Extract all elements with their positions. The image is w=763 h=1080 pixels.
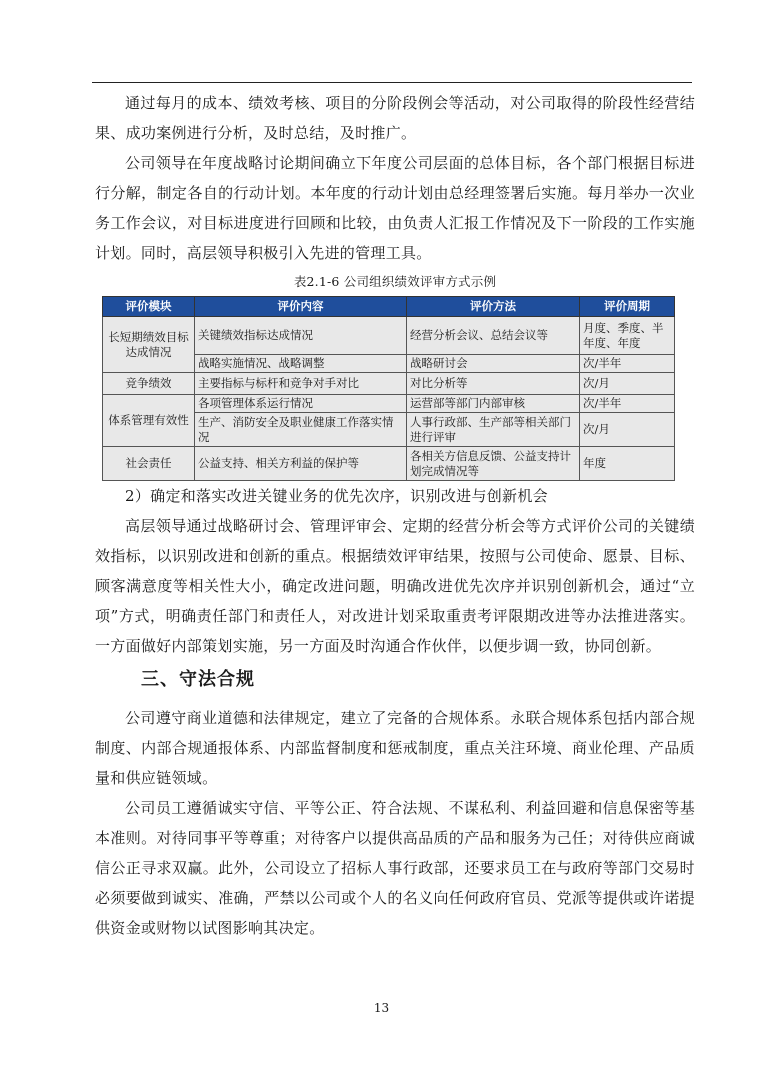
table-cell-cycle: 次/半年 (580, 355, 675, 373)
table-cell-method: 经营分析会议、总结会议等 (407, 317, 580, 355)
section-title: 三、守法合规 (141, 669, 255, 690)
table-cell-cycle: 年度 (580, 447, 675, 481)
table-caption: 表2.1-6 公司组织绩效评审方式示例 (293, 274, 497, 289)
evaluation-table (102, 296, 675, 481)
table-header-cell: 评价模块 (103, 297, 195, 317)
paragraph: 公司遵守商业道德和法律规定，建立了完备的合规体系。永联合规体系包括内部合规制度、内部合规通报体系、内部监督制度和惩戒制度，重点关注环境、商业伦理、产品质量和供应链领域。 (95, 709, 695, 787)
table-cell-cycle: 月度、季度、半年度、年度 (580, 317, 675, 355)
table-header-cell: 评价内容 (195, 297, 407, 317)
table-cell-module: 长短期绩效目标达成情况 (103, 317, 195, 373)
paragraph: 通过每月的成本、绩效考核、项目的分阶段例会等活动，对公司取得的阶段性经营结果、成功案例进行分析，及时总结，及时推广。 (95, 94, 695, 142)
table-cell-cycle: 次/月 (580, 373, 675, 395)
table-header-cell: 评价周期 (580, 297, 675, 317)
table-cell-method: 战略研讨会 (407, 355, 580, 373)
table-cell-method: 各相关方信息反馈、公益支持计划完成情况等 (407, 447, 580, 481)
header-rule (92, 82, 692, 83)
table-header-cell: 评价方法 (407, 297, 580, 317)
table-row (103, 317, 675, 355)
paragraph: 公司领导在年度战略讨论期间确立下年度公司层面的总体目标，各个部门根据目标进行分解，制定各自的行动计划。本年度的行动计划由总经理签署后实施。每月举办一次业务工作会议，对目标进度进行回顾和比较，由负责人汇报工作情况及下一阶段的工作实施计划。同时，高层领导积极引入先进的管理工具。 (95, 154, 695, 262)
table-cell-cycle: 次/半年 (580, 395, 675, 413)
page-number: 13 (373, 1001, 390, 1015)
table-cell-content: 战略实施情况、战略调整 (195, 355, 407, 373)
table-cell-module: 体系管理有效性 (103, 395, 195, 447)
table-cell-module: 竞争绩效 (103, 373, 195, 395)
table-cell-content: 主要指标与标杆和竞争对手对比 (195, 373, 407, 395)
table-cell-content: 关键绩效指标达成情况 (195, 317, 407, 355)
table-row (103, 373, 675, 395)
table-cell-content: 生产、消防安全及职业健康工作落实情况 (195, 413, 407, 447)
table-cell-method: 对比分析等 (407, 373, 580, 395)
table-row (103, 447, 675, 481)
paragraph: 高层领导通过战略研讨会、管理评审会、定期的经营分析会等方式评价公司的关键绩效指标，以识别改进和创新的重点。根据绩效评审结果，按照与公司使命、愿景、目标、顾客满意度等相关性大小，确定改进问题，明确改进优先次序并识别创新机会，通过“立项”方式，明确责任部门和责任人，对改进计划采取重责考评限期改进等办法推进落实。一方面做好内部策划实施，另一方面及时沟通合作伙伴，以便步调一致，协同创新。 (95, 517, 695, 655)
table-cell-method: 人事行政部、生产部等相关部门进行评审 (407, 413, 580, 447)
table-cell-method: 运营部等部门内部审核 (407, 395, 580, 413)
table-row (103, 395, 675, 413)
subheading: 2）确定和落实改进关键业务的优先次序，识别改进与创新机会 (125, 487, 548, 505)
table-cell-content: 公益支持、相关方利益的保护等 (195, 447, 407, 481)
table-cell-cycle: 次/月 (580, 413, 675, 447)
table-cell-module: 社会责任 (103, 447, 195, 481)
page-content (95, 88, 695, 943)
paragraph: 公司员工遵循诚实守信、平等公正、符合法规、不谋私利、利益回避和信息保密等基本准则。对待同事平等尊重；对待客户以提供高品质的产品和服务为己任；对待供应商诚信公正寻求双赢。此外，公司设立了招标人事行政部，还要求员工在与政府等部门交易时必须要做到诚实、准确，严禁以公司或个人的名义向任何政府官员、党派等提供或许诺提供资金或财物以试图影响其决定。 (95, 799, 695, 937)
table-cell-content: 各项管理体系运行情况 (195, 395, 407, 413)
table-header-row (103, 297, 675, 317)
